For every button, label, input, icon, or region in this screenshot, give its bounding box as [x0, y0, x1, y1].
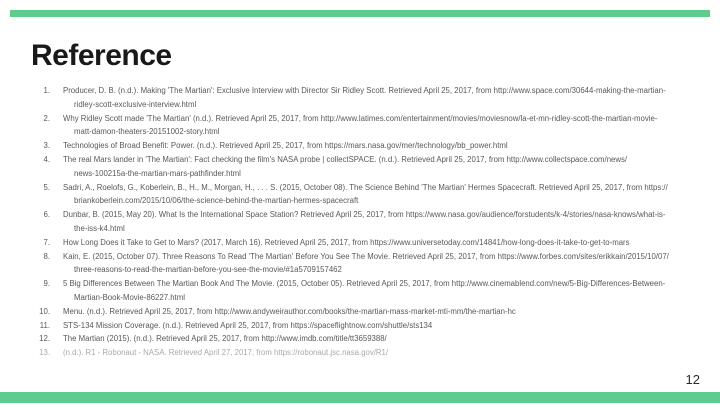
- reference-item: [30, 277, 716, 305]
- reference-item: [30, 250, 716, 278]
- top-accent-bar: [10, 10, 710, 17]
- reference-number: 9.: [43, 279, 50, 289]
- reference-number: 12.: [39, 334, 50, 344]
- reference-text-line: Why Ridley Scott made 'The Martian' (n.d.). Retrieved April 25, 2017, from http://www.latimes.com/entertainment/movies/moviesnow/la-et-mn-ridley-scott-the-martian-movie-: [63, 113, 658, 123]
- reference-text-line: How Long Does it Take to Get to Mars? (2017, March 16). Retrieved April 25, 2017, from https://www.universetoday.com/14841/how-long-does-it-take-to-get-to-mars: [63, 237, 630, 247]
- reference-number: 10.: [39, 306, 50, 316]
- reference-number: 1.: [43, 86, 50, 95]
- reference-number: 5.: [43, 182, 50, 192]
- reference-text-line: The Martian (2015). (n.d.). Retrieved April 25, 2017, from http://www.imdb.com/title/tt3659388/: [63, 334, 387, 344]
- reference-number: 6.: [43, 210, 50, 220]
- reference-number: 4.: [43, 154, 50, 164]
- reference-text-line: Menu. (n.d.). Retrieved April 25, 2017, from http://www.andyweirauthor.com/books/the-martian-mass-market-mti-mm/the-martian-hc: [63, 306, 516, 316]
- reference-number: 11.: [39, 320, 50, 330]
- reference-item: [30, 319, 716, 333]
- reference-item: [30, 346, 716, 360]
- reference-text-line: Technologies of Broad Benefit: Power. (n.d.). Retrieved April 25, 2017, from https://mars.nasa.gov/mer/technology/bb_power.html: [63, 141, 508, 151]
- reference-text-line: Kain, E. (2015, October 07). Three Reasons To Read 'The Martian' Before You See The Movie. Retrieved April 25, 2017, from https://www.forbes.com/sites/erikkain/2015/10/07/: [63, 251, 669, 261]
- reference-text-line: STS-134 Mission Coverage. (n.d.). Retrieved April 25, 2017, from https://spaceflightnow.com/shuttle/sts134: [63, 320, 433, 330]
- reference-item: [30, 153, 716, 181]
- reference-item: [30, 236, 716, 250]
- page-number: 12: [685, 372, 700, 387]
- reference-text-line: briankoberlein.com/2015/10/06/the-science-behind-the-martian-hermes-spacecraft: [74, 196, 359, 206]
- reference-text-line: Sadri, A., Roelofs, G., Koberlein, B., H., M., Morgan, H., . . . S. (2015, October 08). The Science Behind 'The Martian' Hermes Spacecraft. Retrieved April 25, 2017, from https://: [63, 182, 668, 192]
- reference-item: [30, 332, 716, 346]
- bottom-accent-bar: [0, 392, 720, 403]
- reference-text-line: the-iss-k4.html: [74, 223, 125, 233]
- reference-number: 2.: [43, 113, 50, 123]
- reference-item: [30, 112, 716, 140]
- reference-text-line: matt-damon-theaters-20151002-story.html: [74, 127, 220, 137]
- slide-title: Reference: [31, 39, 172, 72]
- reference-text-line: 5 Big Differences Between The Martian Book And The Movie. (2015, October 05). Retrieved April 25, 2017, from http://www.cinemablend.com/new/5-Big-Differences-Between-: [63, 279, 666, 289]
- reference-item: [30, 305, 716, 319]
- reference-item: [30, 208, 716, 236]
- reference-item: [30, 181, 716, 209]
- reference-item: [30, 84, 716, 112]
- reference-text-line: ridley-scott-exclusive-interview.html: [74, 99, 197, 109]
- reference-number: 7.: [43, 237, 50, 247]
- reference-number: 3.: [43, 141, 50, 151]
- reference-item: [30, 139, 716, 153]
- reference-text-line: Dunbar, B. (2015, May 20). What Is the International Space Station? Retrieved April 25, 2017, from https://www.nasa.gov/audience/forstudents/k-4/stories/nasa-knows/what-is-: [63, 210, 666, 220]
- reference-text-line: three-reasons-to-read-the-martian-before-you-see-the-movie/#1a5709157462: [74, 265, 342, 275]
- reference-text-line: The real Mars lander in 'The Martian': Fact checking the film's NASA probe | collectSPACE. (n.d.). Retrieved April 25, 2017, from http://www.collectspace.com/news/: [63, 154, 628, 164]
- reference-number: 8.: [43, 251, 50, 261]
- reference-text-line: Martian-Book-Movie-86227.html: [74, 292, 185, 302]
- reference-number: 13.: [39, 348, 50, 358]
- reference-list: [30, 84, 716, 360]
- reference-text-line: (n.d.). R1 - Robonaut - NASA. Retrieved April 27, 2017, from https://robonaut.jsc.nasa.gov/R1/: [63, 348, 389, 358]
- reference-text-line: news-100215a-the-martian-mars-pathfinder.html: [74, 168, 241, 178]
- reference-text-line: Producer, D. B. (n.d.). Making 'The Martian': Exclusive Interview with Director Sir Ridley Scott. Retrieved April 25, 2017, from http://www.space.com/30644-making-the-martian-: [63, 86, 666, 95]
